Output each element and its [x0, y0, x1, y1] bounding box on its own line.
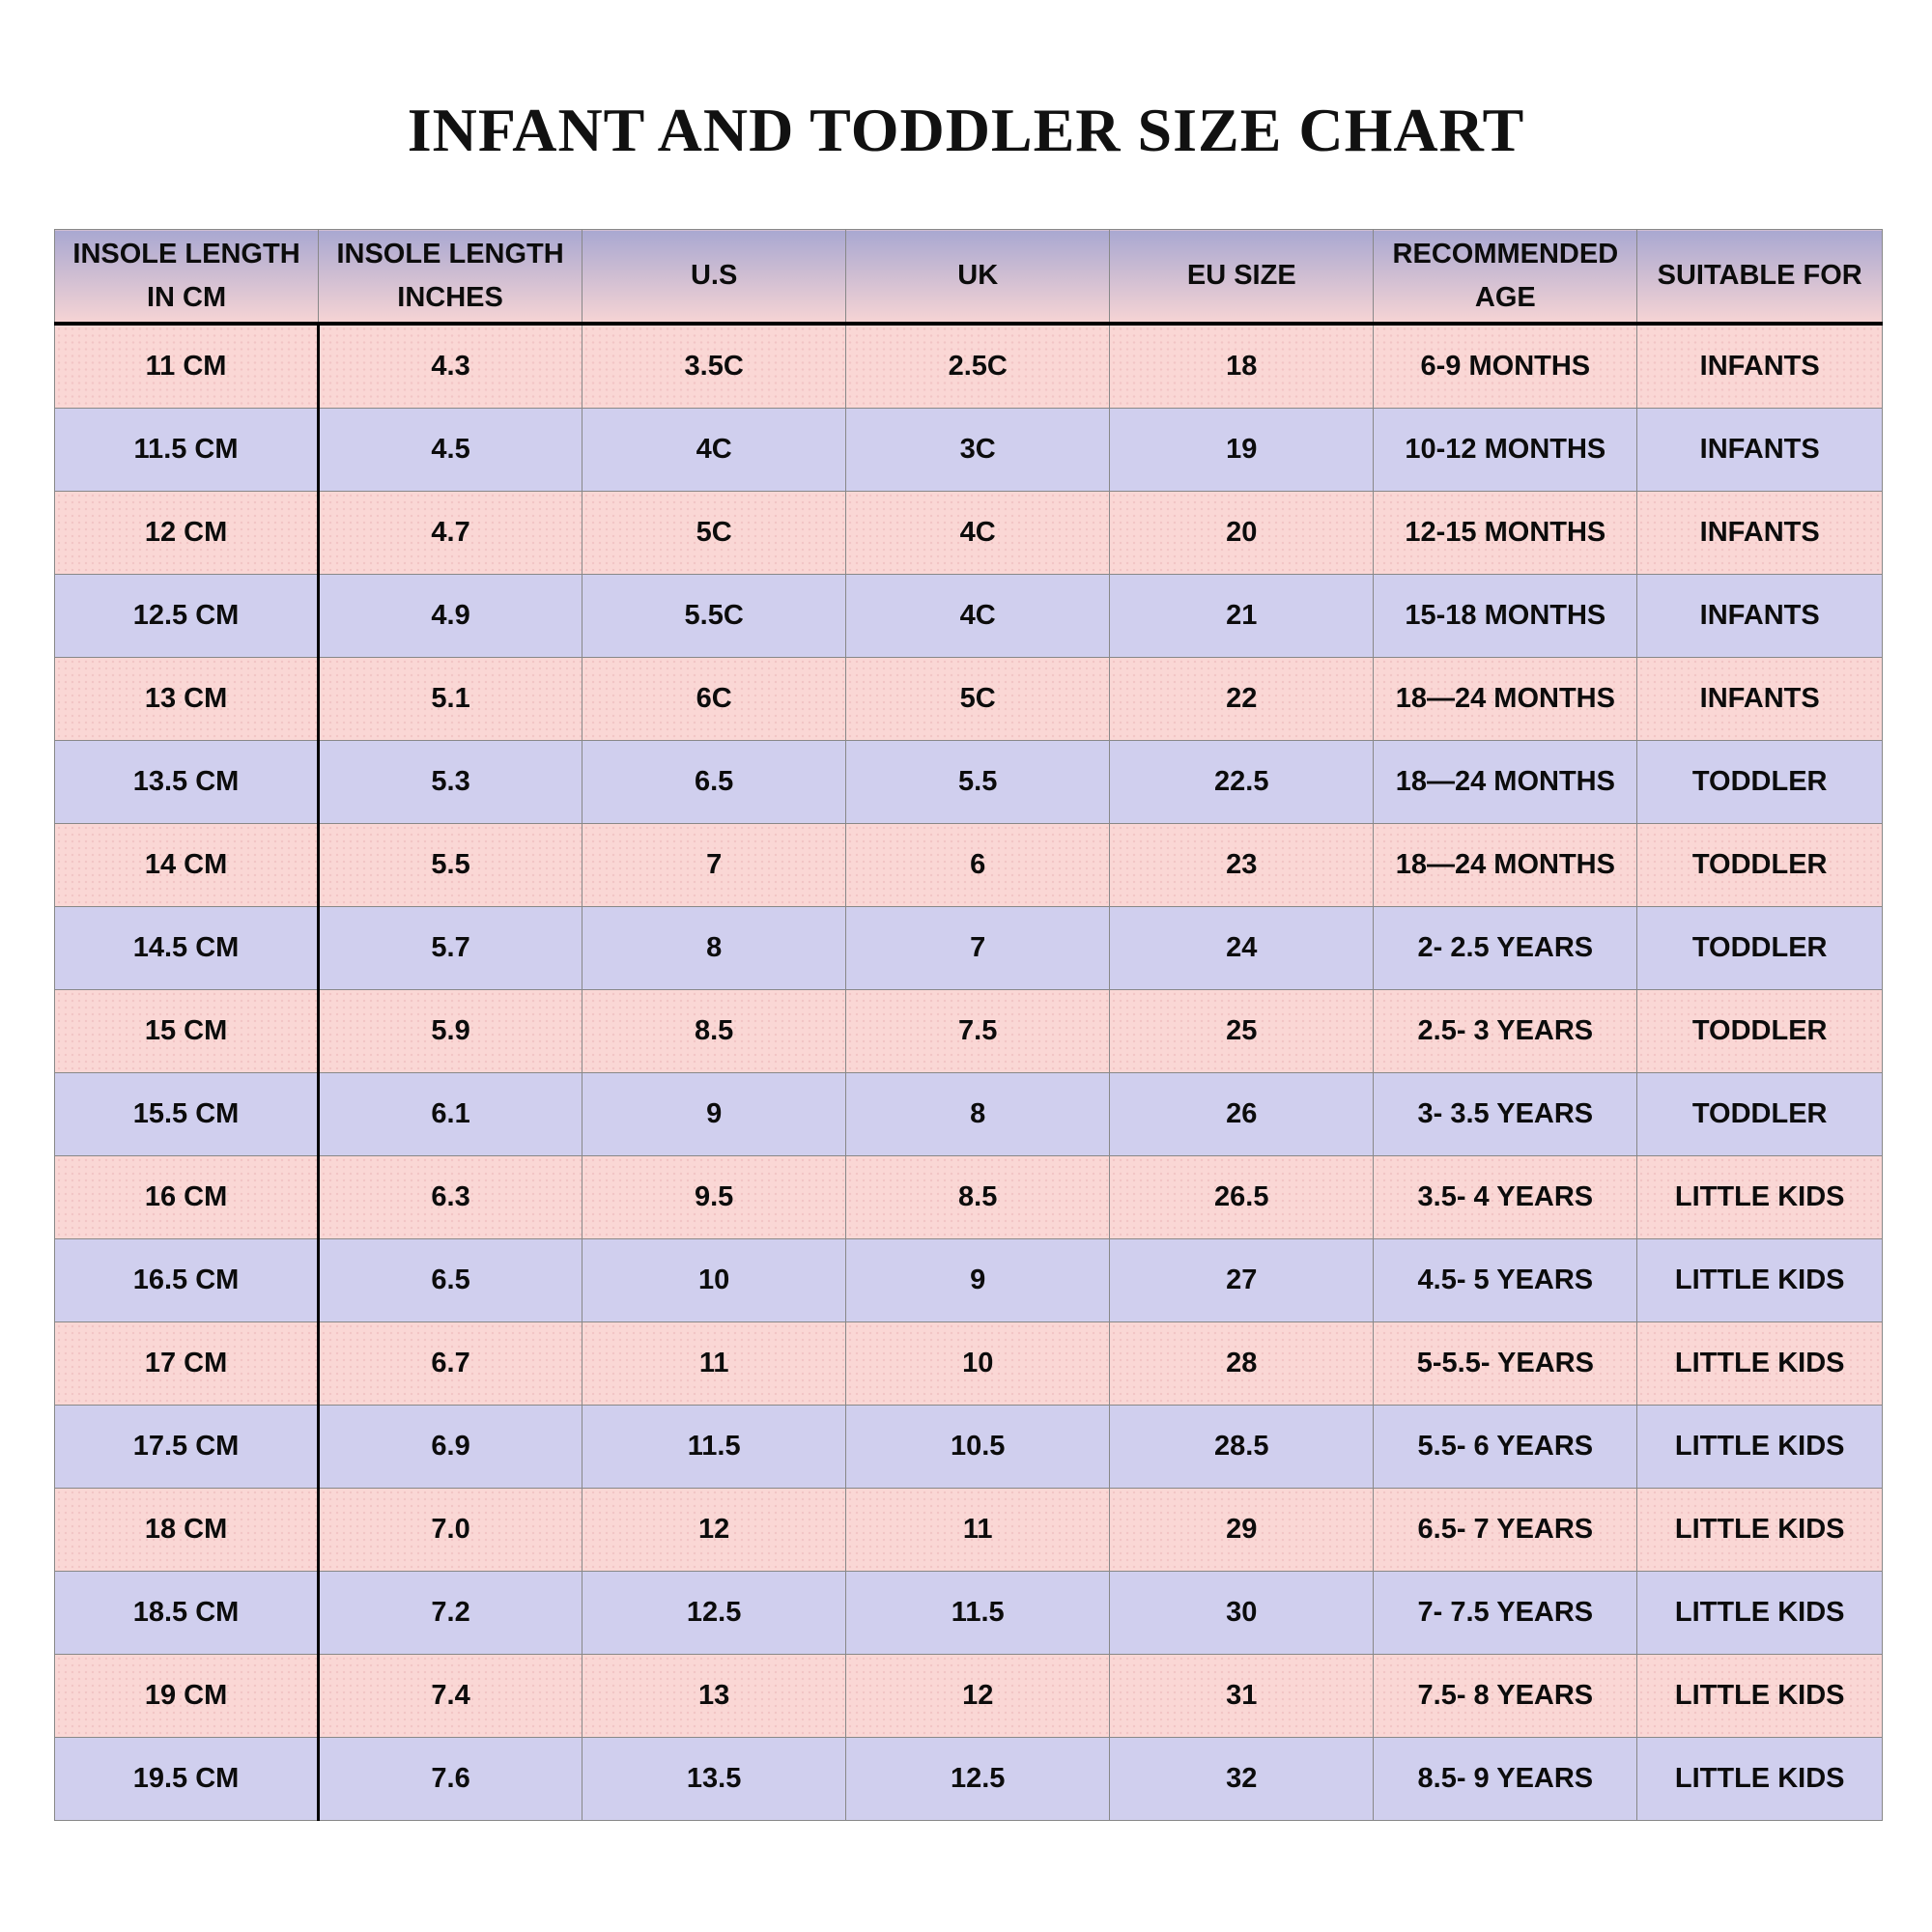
cell-uk-size: 12 — [846, 1655, 1110, 1738]
cell-eu-size: 23 — [1110, 824, 1374, 907]
cell-eu-size: 22.5 — [1110, 741, 1374, 824]
cell-us-size: 5.5C — [582, 575, 846, 658]
cell-recommended-age: 2.5- 3 YEARS — [1374, 990, 1637, 1073]
cell-suitable-for: LITTLE KIDS — [1637, 1322, 1883, 1406]
cell-insole-inches: 4.9 — [319, 575, 582, 658]
cell-insole-inches: 7.4 — [319, 1655, 582, 1738]
cell-insole-inches: 7.2 — [319, 1572, 582, 1655]
cell-recommended-age: 3.5- 4 YEARS — [1374, 1156, 1637, 1239]
cell-suitable-for: TODDLER — [1637, 1073, 1883, 1156]
cell-us-size: 8.5 — [582, 990, 846, 1073]
cell-us-size: 12 — [582, 1489, 846, 1572]
table-row — [55, 907, 1883, 990]
cell-us-size: 10 — [582, 1239, 846, 1322]
size-chart-table — [54, 229, 1883, 1821]
cell-insole-cm: 18.5 CM — [55, 1572, 319, 1655]
table-header — [55, 230, 1883, 325]
cell-us-size: 4C — [582, 409, 846, 492]
cell-uk-size: 2.5C — [846, 324, 1110, 409]
cell-uk-size: 6 — [846, 824, 1110, 907]
table-body — [55, 324, 1883, 1821]
cell-uk-size: 9 — [846, 1239, 1110, 1322]
cell-recommended-age: 7.5- 8 YEARS — [1374, 1655, 1637, 1738]
column-header-uk-size: UK — [846, 230, 1110, 325]
cell-recommended-age: 6.5- 7 YEARS — [1374, 1489, 1637, 1572]
cell-uk-size: 8 — [846, 1073, 1110, 1156]
cell-suitable-for: INFANTS — [1637, 324, 1883, 409]
cell-insole-inches: 6.7 — [319, 1322, 582, 1406]
cell-insole-cm: 14.5 CM — [55, 907, 319, 990]
column-header-insole-cm: INSOLE LENGTH IN CM — [55, 230, 319, 325]
cell-suitable-for: TODDLER — [1637, 824, 1883, 907]
cell-eu-size: 32 — [1110, 1738, 1374, 1821]
cell-suitable-for: LITTLE KIDS — [1637, 1406, 1883, 1489]
cell-uk-size: 4C — [846, 492, 1110, 575]
cell-insole-cm: 11.5 CM — [55, 409, 319, 492]
cell-recommended-age: 18—24 MONTHS — [1374, 658, 1637, 741]
cell-eu-size: 18 — [1110, 324, 1374, 409]
cell-insole-cm: 16 CM — [55, 1156, 319, 1239]
table-row — [55, 1406, 1883, 1489]
cell-eu-size: 20 — [1110, 492, 1374, 575]
cell-recommended-age: 4.5- 5 YEARS — [1374, 1239, 1637, 1322]
cell-insole-inches: 5.3 — [319, 741, 582, 824]
cell-insole-cm: 13 CM — [55, 658, 319, 741]
cell-recommended-age: 8.5- 9 YEARS — [1374, 1738, 1637, 1821]
cell-uk-size: 11.5 — [846, 1572, 1110, 1655]
cell-recommended-age: 6-9 MONTHS — [1374, 324, 1637, 409]
page-title: INFANT AND TODDLER SIZE CHART — [407, 96, 1525, 164]
cell-suitable-for: LITTLE KIDS — [1637, 1156, 1883, 1239]
cell-recommended-age: 15-18 MONTHS — [1374, 575, 1637, 658]
cell-insole-cm: 12.5 CM — [55, 575, 319, 658]
cell-insole-inches: 5.9 — [319, 990, 582, 1073]
cell-suitable-for: INFANTS — [1637, 409, 1883, 492]
cell-suitable-for: TODDLER — [1637, 990, 1883, 1073]
cell-insole-inches: 6.1 — [319, 1073, 582, 1156]
cell-us-size: 6C — [582, 658, 846, 741]
cell-uk-size: 10 — [846, 1322, 1110, 1406]
cell-eu-size: 26.5 — [1110, 1156, 1374, 1239]
cell-us-size: 3.5C — [582, 324, 846, 409]
cell-insole-cm: 15 CM — [55, 990, 319, 1073]
column-header-us-size: U.S — [582, 230, 846, 325]
cell-us-size: 11 — [582, 1322, 846, 1406]
cell-uk-size: 5.5 — [846, 741, 1110, 824]
cell-insole-inches: 4.5 — [319, 409, 582, 492]
table-row — [55, 1489, 1883, 1572]
header-row — [55, 230, 1883, 325]
cell-recommended-age: 5-5.5- YEARS — [1374, 1322, 1637, 1406]
cell-eu-size: 21 — [1110, 575, 1374, 658]
cell-us-size: 8 — [582, 907, 846, 990]
cell-suitable-for: INFANTS — [1637, 575, 1883, 658]
cell-insole-cm: 15.5 CM — [55, 1073, 319, 1156]
cell-insole-cm: 11 CM — [55, 324, 319, 409]
cell-eu-size: 31 — [1110, 1655, 1374, 1738]
table-row — [55, 658, 1883, 741]
cell-recommended-age: 3- 3.5 YEARS — [1374, 1073, 1637, 1156]
table-row — [55, 741, 1883, 824]
table-row — [55, 575, 1883, 658]
cell-recommended-age: 12-15 MONTHS — [1374, 492, 1637, 575]
cell-recommended-age: 2- 2.5 YEARS — [1374, 907, 1637, 990]
cell-recommended-age: 7- 7.5 YEARS — [1374, 1572, 1637, 1655]
cell-insole-inches: 5.5 — [319, 824, 582, 907]
cell-suitable-for: INFANTS — [1637, 492, 1883, 575]
cell-us-size: 6.5 — [582, 741, 846, 824]
cell-insole-cm: 17.5 CM — [55, 1406, 319, 1489]
cell-suitable-for: LITTLE KIDS — [1637, 1655, 1883, 1738]
cell-uk-size: 4C — [846, 575, 1110, 658]
table-row — [55, 1156, 1883, 1239]
cell-suitable-for: LITTLE KIDS — [1637, 1572, 1883, 1655]
table-row — [55, 1738, 1883, 1821]
table-row — [55, 324, 1883, 409]
table-row — [55, 1239, 1883, 1322]
cell-insole-inches: 5.1 — [319, 658, 582, 741]
cell-suitable-for: LITTLE KIDS — [1637, 1738, 1883, 1821]
cell-us-size: 9.5 — [582, 1156, 846, 1239]
cell-insole-inches: 6.5 — [319, 1239, 582, 1322]
table-row — [55, 409, 1883, 492]
cell-recommended-age: 5.5- 6 YEARS — [1374, 1406, 1637, 1489]
cell-eu-size: 26 — [1110, 1073, 1374, 1156]
cell-recommended-age: 18—24 MONTHS — [1374, 824, 1637, 907]
cell-eu-size: 27 — [1110, 1239, 1374, 1322]
cell-eu-size: 25 — [1110, 990, 1374, 1073]
table-row — [55, 1073, 1883, 1156]
table-row — [55, 1572, 1883, 1655]
cell-uk-size: 5C — [846, 658, 1110, 741]
cell-insole-cm: 12 CM — [55, 492, 319, 575]
cell-insole-inches: 6.9 — [319, 1406, 582, 1489]
cell-uk-size: 7 — [846, 907, 1110, 990]
cell-eu-size: 19 — [1110, 409, 1374, 492]
table-row — [55, 824, 1883, 907]
table-row — [55, 990, 1883, 1073]
table-row — [55, 1322, 1883, 1406]
cell-uk-size: 11 — [846, 1489, 1110, 1572]
cell-insole-cm: 19 CM — [55, 1655, 319, 1738]
cell-us-size: 11.5 — [582, 1406, 846, 1489]
cell-us-size: 9 — [582, 1073, 846, 1156]
cell-us-size: 7 — [582, 824, 846, 907]
table-row — [55, 1655, 1883, 1738]
cell-uk-size: 7.5 — [846, 990, 1110, 1073]
cell-recommended-age: 10-12 MONTHS — [1374, 409, 1637, 492]
cell-suitable-for: LITTLE KIDS — [1637, 1239, 1883, 1322]
column-header-insole-inches: INSOLE LENGTH INCHES — [319, 230, 582, 325]
cell-suitable-for: TODDLER — [1637, 907, 1883, 990]
cell-suitable-for: TODDLER — [1637, 741, 1883, 824]
cell-uk-size: 3C — [846, 409, 1110, 492]
cell-insole-inches: 5.7 — [319, 907, 582, 990]
cell-uk-size: 8.5 — [846, 1156, 1110, 1239]
cell-insole-cm: 19.5 CM — [55, 1738, 319, 1821]
cell-insole-inches: 4.7 — [319, 492, 582, 575]
cell-eu-size: 30 — [1110, 1572, 1374, 1655]
cell-eu-size: 24 — [1110, 907, 1374, 990]
cell-insole-cm: 14 CM — [55, 824, 319, 907]
cell-uk-size: 10.5 — [846, 1406, 1110, 1489]
cell-insole-inches: 7.0 — [319, 1489, 582, 1572]
cell-eu-size: 29 — [1110, 1489, 1374, 1572]
cell-suitable-for: INFANTS — [1637, 658, 1883, 741]
cell-us-size: 13.5 — [582, 1738, 846, 1821]
cell-insole-inches: 7.6 — [319, 1738, 582, 1821]
cell-us-size: 12.5 — [582, 1572, 846, 1655]
column-header-recommended-age: RECOMMENDED AGE — [1374, 230, 1637, 325]
cell-eu-size: 28 — [1110, 1322, 1374, 1406]
cell-eu-size: 28.5 — [1110, 1406, 1374, 1489]
cell-insole-cm: 16.5 CM — [55, 1239, 319, 1322]
cell-insole-inches: 4.3 — [319, 324, 582, 409]
cell-recommended-age: 18—24 MONTHS — [1374, 741, 1637, 824]
column-header-suitable-for: SUITABLE FOR — [1637, 230, 1883, 325]
cell-uk-size: 12.5 — [846, 1738, 1110, 1821]
cell-insole-inches: 6.3 — [319, 1156, 582, 1239]
table-row — [55, 492, 1883, 575]
cell-eu-size: 22 — [1110, 658, 1374, 741]
cell-suitable-for: LITTLE KIDS — [1637, 1489, 1883, 1572]
cell-insole-cm: 18 CM — [55, 1489, 319, 1572]
cell-us-size: 13 — [582, 1655, 846, 1738]
column-header-eu-size: EU SIZE — [1110, 230, 1374, 325]
cell-us-size: 5C — [582, 492, 846, 575]
cell-insole-cm: 17 CM — [55, 1322, 319, 1406]
cell-insole-cm: 13.5 CM — [55, 741, 319, 824]
